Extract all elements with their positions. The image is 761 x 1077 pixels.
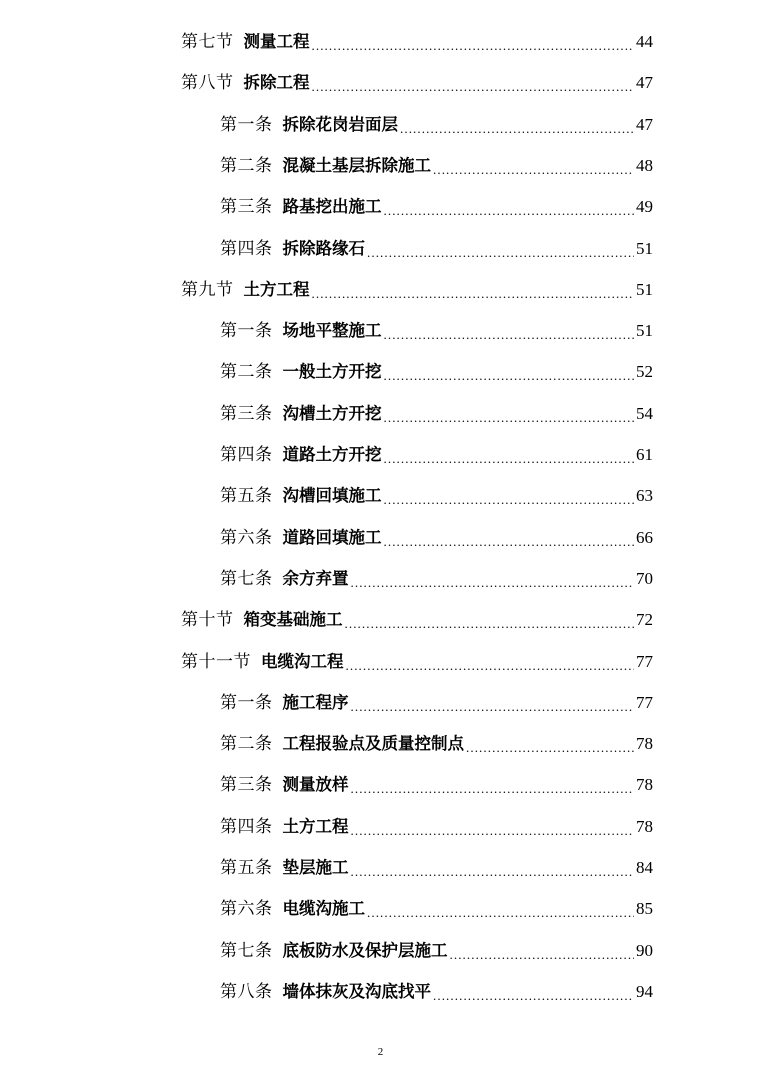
toc-entry[interactable] [220,566,653,592]
toc-entry[interactable] [181,649,653,675]
toc-entry[interactable] [220,442,653,468]
toc-entry-page: 44 [636,32,653,51]
toc-entry-title: 测量工程 [243,32,310,51]
toc-entry-label: 第七条 [220,568,273,589]
toc-entry-page: 77 [636,651,653,671]
toc-entry-title: 一般土方开挖 [282,362,382,382]
toc-entry-page: 90 [636,940,653,960]
dot-leader [312,281,635,307]
toc-entry[interactable] [220,112,653,138]
toc-entry[interactable] [220,690,653,716]
dot-leader [351,570,635,596]
toc-entry[interactable] [220,401,653,427]
dot-leader [433,983,634,1009]
toc-entry-page: 78 [636,816,653,836]
toc-entry-label: 第十一节 [181,651,251,672]
toc-entry-label: 第五条 [220,858,273,878]
toc-entry[interactable] [181,70,653,96]
toc-entry-label: 第九节 [181,279,234,300]
toc-entry[interactable] [220,236,653,262]
toc-entry-label: 第五条 [220,486,273,507]
toc-entry-label: 第六条 [220,527,273,548]
toc-entry[interactable] [220,153,653,179]
toc-entry-page: 84 [636,858,653,877]
toc-entry-title: 土方工程 [282,816,349,836]
toc-entry[interactable] [220,525,653,551]
toc-entry-page: 51 [636,321,653,341]
toc-entry-title: 施工程序 [282,692,349,712]
toc-entry-title: 电缆沟工程 [261,651,344,671]
dot-leader [466,735,634,761]
toc-entry-title: 箱变基础施工 [243,610,343,630]
toc-entry[interactable] [220,814,653,840]
dot-leader [351,859,635,885]
toc-entry-label: 第七条 [220,940,273,961]
toc-entry-title: 工程报验点及质量控制点 [282,734,464,754]
toc-entry[interactable] [220,855,653,881]
toc-entry-label: 第一条 [220,321,273,342]
toc-entry[interactable] [220,896,653,922]
toc-entry-page: 52 [636,362,653,382]
dot-leader [345,611,635,637]
dot-leader [384,487,635,513]
toc-entry[interactable] [220,938,653,964]
toc-entry-page: 49 [636,197,653,217]
toc-entry-title: 测量放样 [282,775,349,795]
toc-entry-page: 51 [636,279,653,299]
dot-leader [450,942,635,968]
toc-entry-label: 第三条 [220,775,273,796]
toc-entry-title: 沟槽回填施工 [282,486,382,506]
toc-entry-title: 余方弃置 [282,568,349,588]
toc-entry-title: 道路回填施工 [282,527,382,547]
dot-leader [312,74,635,100]
dot-leader [384,363,635,389]
toc-entry-title: 道路土方开挖 [282,445,382,464]
dot-leader [367,900,634,926]
toc-entry-page: 47 [636,73,653,93]
toc-entry-page: 47 [636,114,653,134]
toc-entry-label: 第二条 [220,155,273,176]
toc-entry-page: 70 [636,568,653,588]
toc-entry-page: 66 [636,527,653,547]
toc-entry-page: 54 [636,403,653,423]
toc-entry[interactable] [181,607,653,633]
toc-entry-page: 48 [636,155,653,175]
toc-entry-label: 第八节 [181,73,234,94]
dot-leader [351,818,635,844]
toc-entry-title: 拆除花岗岩面层 [282,114,398,134]
dot-leader [384,446,635,472]
toc-entry[interactable] [181,277,653,303]
toc-entry-label: 第四条 [220,445,273,465]
toc-entry-label: 第四条 [220,238,273,259]
toc-entry[interactable] [220,979,653,1005]
toc-entry-title: 墙体抹灰及沟底找平 [282,981,431,1001]
dot-leader [312,33,635,59]
toc-entry-page: 85 [636,899,653,919]
toc-entry-title: 电缆沟施工 [282,899,365,919]
toc-entry-page: 51 [636,238,653,258]
toc-entry-label: 第十节 [181,610,234,631]
toc-entry-page: 94 [636,981,653,1001]
toc-entry-page: 61 [636,445,653,464]
toc-entry-page: 63 [636,486,653,506]
dot-leader [400,116,634,142]
toc-entry[interactable] [220,318,653,344]
toc-entry-title: 拆除路缘石 [282,238,365,258]
toc-entry-title: 土方工程 [243,279,310,299]
toc-entry-label: 第一条 [220,114,273,135]
toc-entry-label: 第四条 [220,816,273,837]
toc-entry-page: 78 [636,734,653,754]
toc-entry-title: 混凝土基层拆除施工 [282,155,431,175]
toc-entry-label: 第三条 [220,197,273,218]
toc-entry[interactable] [220,194,653,220]
dot-leader [384,405,635,431]
toc-entry-label: 第八条 [220,981,273,1002]
toc-entry-title: 拆除工程 [243,73,310,93]
toc-entry[interactable] [220,772,653,798]
dot-leader [384,198,635,224]
dot-leader [367,240,634,266]
toc-entry-title: 垫层施工 [282,858,349,877]
toc-entry-title: 沟槽土方开挖 [282,403,382,423]
toc-entry-page: 78 [636,775,653,795]
toc-entry-label: 第二条 [220,734,273,755]
toc-entry-label: 第二条 [220,362,273,383]
toc-entry-page: 77 [636,692,653,712]
toc-entry-title: 底板防水及保护层施工 [282,940,448,960]
toc-entry-title: 场地平整施工 [282,321,382,341]
toc-entry-label: 第七节 [181,32,234,52]
dot-leader [351,694,635,720]
page-number: 2 [377,1046,384,1058]
toc-entry[interactable] [220,359,653,385]
toc-entry-label: 第一条 [220,692,273,713]
dot-leader [384,529,635,555]
toc-entry-label: 第六条 [220,899,273,920]
toc-entry-page: 72 [636,610,653,630]
dot-leader [351,776,635,802]
toc-entry[interactable] [220,483,653,509]
toc-entry-label: 第三条 [220,403,273,424]
toc-entry-title: 路基挖出施工 [282,197,382,217]
toc-entry[interactable] [181,29,653,55]
toc-entry[interactable] [220,731,653,757]
dot-leader [384,322,635,348]
dot-leader [433,157,634,183]
dot-leader [346,653,635,679]
